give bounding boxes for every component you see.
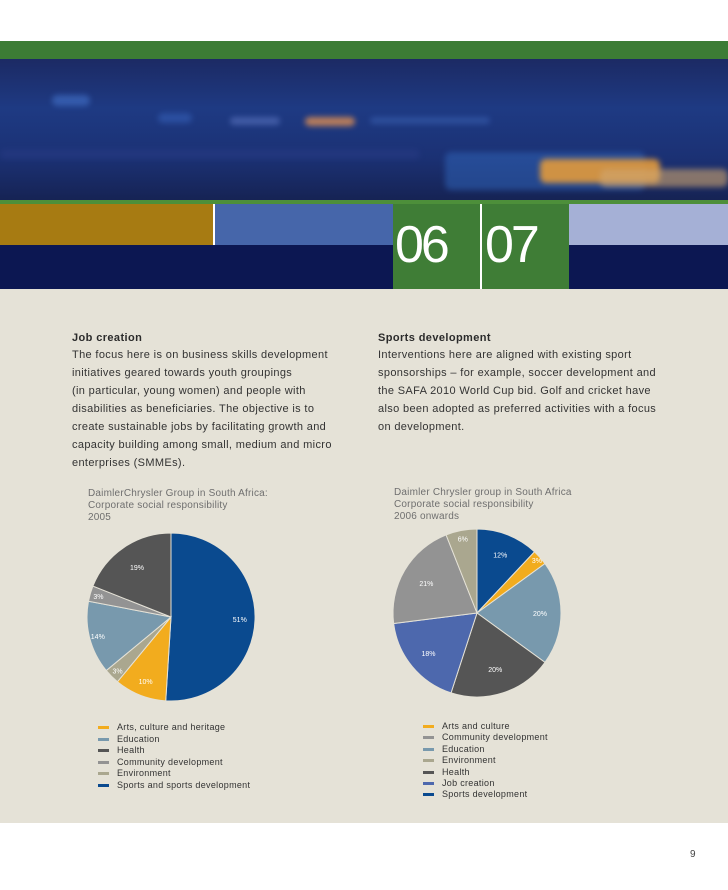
chart-title-line: 2006 onwards — [394, 511, 460, 522]
pie-data-label: 21% — [419, 581, 434, 589]
section-heading: Job creation — [72, 332, 143, 344]
legend-swatch — [98, 761, 109, 764]
pie-data-label: 14% — [90, 633, 105, 641]
legend-label: Arts and culture — [442, 721, 510, 731]
pie-data-label: 6% — [457, 536, 468, 544]
body-line: sponsorships – for example, soccer development and — [378, 367, 656, 379]
pie-data-label: 3% — [93, 593, 104, 601]
pie-data-label: 3% — [531, 558, 542, 566]
legend-swatch — [423, 793, 434, 796]
pie-data-label: 3% — [112, 668, 123, 676]
pie-data-label: 20% — [532, 611, 548, 618]
legend-label: Environment — [117, 768, 171, 779]
body-line: (in particular, young women) and people with — [72, 385, 306, 397]
pie-data-label: 12% — [493, 552, 508, 560]
legend-2005 — [98, 722, 298, 802]
legend-swatch — [423, 725, 434, 728]
body-line: on development. — [378, 421, 465, 433]
legend-label: Job creation — [442, 778, 495, 788]
legend-label: Health — [442, 766, 470, 777]
legend-label: Sports and sports development — [117, 780, 251, 790]
chart-title-line: Corporate social responsibility — [88, 500, 228, 511]
pie-data-label: 18% — [421, 651, 436, 659]
legend-swatch — [423, 771, 434, 774]
legend-label: Community development — [442, 732, 548, 743]
body-line: The focus here is on business skills development — [72, 349, 328, 361]
section-heading: Sports development — [378, 332, 491, 344]
legend-swatch — [98, 749, 109, 752]
body-line: also been adopted as preferred activities with a focus — [378, 403, 657, 415]
chart-title-line: 2005 — [88, 512, 112, 523]
year-right: 07 — [485, 216, 537, 274]
legend-swatch — [98, 784, 109, 787]
legend-label: Health — [117, 745, 145, 756]
legend-swatch — [423, 782, 434, 785]
year-left: 06 — [395, 216, 447, 274]
body-line: initiatives geared towards youth groupings — [72, 367, 293, 379]
body-line: the SAFA 2010 World Cup bid. Golf and cricket have — [378, 385, 651, 397]
legend-swatch — [423, 759, 434, 762]
legend-label: Environment — [442, 755, 496, 766]
pie-data-label: 20% — [488, 666, 503, 674]
legend-swatch — [98, 738, 109, 741]
legend-swatch — [98, 726, 109, 729]
chart-title-line: Corporate social responsibility — [394, 499, 534, 510]
page-number: 9 — [690, 849, 696, 860]
legend-label: Sports development — [442, 789, 528, 800]
legend-2006 — [423, 721, 623, 811]
body-line: enterprises (SMMEs). — [72, 457, 186, 469]
legend-swatch — [423, 736, 434, 739]
legend-label: Education — [442, 743, 485, 754]
legend-swatch — [423, 748, 434, 751]
legend-label: Education — [117, 733, 160, 744]
pie-data-label: 19% — [129, 565, 145, 572]
pie-data-label: 51% — [232, 617, 247, 625]
body-line: disabilities as beneficiaries. The objective is to — [72, 403, 315, 415]
legend-label: Community development — [117, 756, 223, 767]
chart-title-line: DaimlerChrysler Group in South Africa: — [88, 488, 268, 499]
body-line: capacity building among small, medium and micro — [72, 439, 332, 451]
legend-label: Arts, culture and heritage — [117, 722, 226, 732]
body-line: create sustainable jobs by facilitating growth and — [72, 421, 327, 433]
legend-swatch — [98, 772, 109, 775]
chart-title-line: Daimler Chrysler group in South Africa — [394, 487, 572, 498]
pie-data-label: 10% — [138, 679, 153, 686]
body-line: Interventions here are aligned with existing sport — [378, 349, 632, 361]
